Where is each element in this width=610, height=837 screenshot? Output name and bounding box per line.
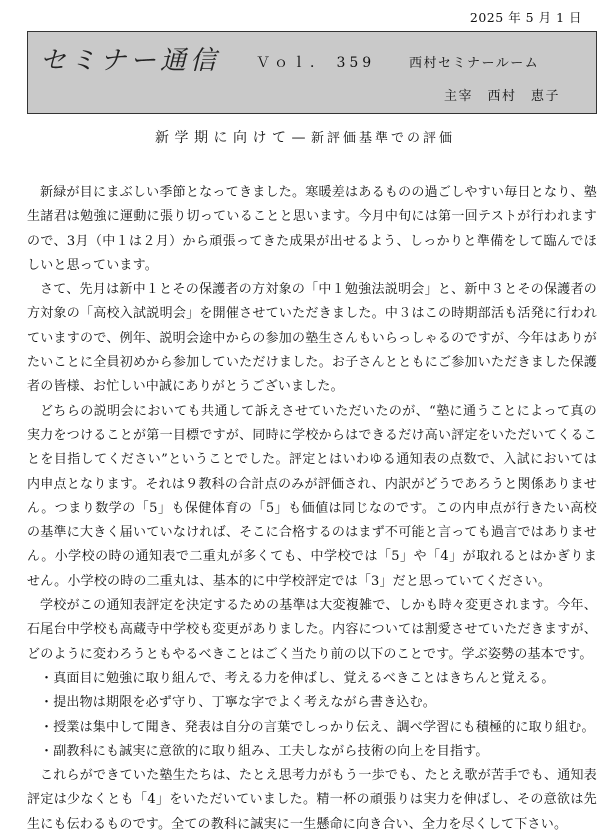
study-tips-list (27, 667, 597, 764)
article-heading-sub: 新評価基準での評価 (310, 131, 455, 146)
article-heading (0, 127, 610, 147)
list-item: ・真面目に勉強に取り組んで、考える力を伸ばし、覚えるべきことはきちんと覚える。 (40, 670, 555, 686)
list-item: ・副教科にも誠実に意欲的に取り組み、工夫しながら技術の向上を目指す。 (40, 743, 489, 759)
paragraph-3: どちらの説明会においても共通して訴えさせていただいたのが、“塾に通うことによって真の実力をつけることが第一目標ですが、同時に学校からはできるだけ高い評定をいただいてくることを目指してください”ということでした。評定とはいわゆる通知表の点数で、入試においては内申点となります。それは９教科の合計点のみが評価され、内訳がどうであろうと関係ありません。つまり数学の「5」も保健体育の「5」も価値は同じなのです。この内申点が行きたい高校の基準に大きく届いていなければ、そこに合格するのはまず不可能と言っても過言ではありません。小学校の時の通知表で二重丸が多くても、中学校では「5」や「4」が取れるとはかぎりません。小学校の時の二重丸は、基本的に中学校評定では「3」だと思っていてください。 (27, 403, 597, 589)
closing-paragraph: これらができていた塾生たちは、たとえ思考力がもう一歩でも、たとえ歌が苦手でも、通知表評定は少なくとも「4」をいただいていました。精一杯の頑張りは実力を伸ばし、その意欲は先生にも伝わるものです。全ての教科に誠実に一生懸命に向き合い、全力を尽くして下さい。 (27, 768, 597, 832)
article-body (27, 181, 597, 837)
author-name: 主宰 西村 恵子 (444, 89, 561, 104)
article-heading-main: 新学期に向けて— (154, 130, 311, 146)
newsletter-header (27, 31, 597, 114)
paragraph-2: さて、先月は新中１とその保護者の方対象の「中１勉強法説明会」と、新中３とその保護者の方対象の「高校入試説明会」を開催させていただきました。中３はこの時期部活も活発に行われていますので、例年、説明会途中からの参加の塾生さんもいらっしゃるのですが、今年はありがたいことに全員初めから参加していただけました。お子さんとともにご参加いただきました保護者の皆様、お忙しい中誠にありがとうございました。 (27, 282, 597, 395)
list-item: ・提出物は期限を必ず守り、丁寧な字でよく考えながら書き込む。 (40, 695, 437, 711)
paragraph-4: 学校がこの通知表評定を決定するための基準は大変複雑で、しかも時々変更されます。今年、石尾台中学校も高蔵寺中学校も変更がありました。内容については割愛させていただきますが、どのように変わろうともやるべきことはごく当たり前の以下のことです。学ぶ姿勢の基本です。 (27, 598, 597, 662)
paragraph-1: 新緑が目にまぶしい季節となってきました。寒暖差はあるものの過ごしやすい毎日となり、塾生諸君は勉強に運動に張り切っていることと思います。今月中旬には第一回テストが行われますので、3月（中１は２月）から頑張ってきた成果が出せるよう、しっかりと準備をして臨んでほしいと思っています。 (27, 185, 597, 273)
list-item: ・授業は集中して聞き、発表は自分の言葉でしっかり伝え、調べ学習にも積極的に取り組む。 (40, 719, 595, 735)
organization-name: 西村セミナールーム (409, 56, 540, 71)
issue-date: 2025 年 5 月 1 日 (469, 10, 582, 25)
newsletter-title: セミナー通信 (40, 46, 221, 76)
volume-number: Ｖｏｌ． 359 (256, 55, 376, 71)
